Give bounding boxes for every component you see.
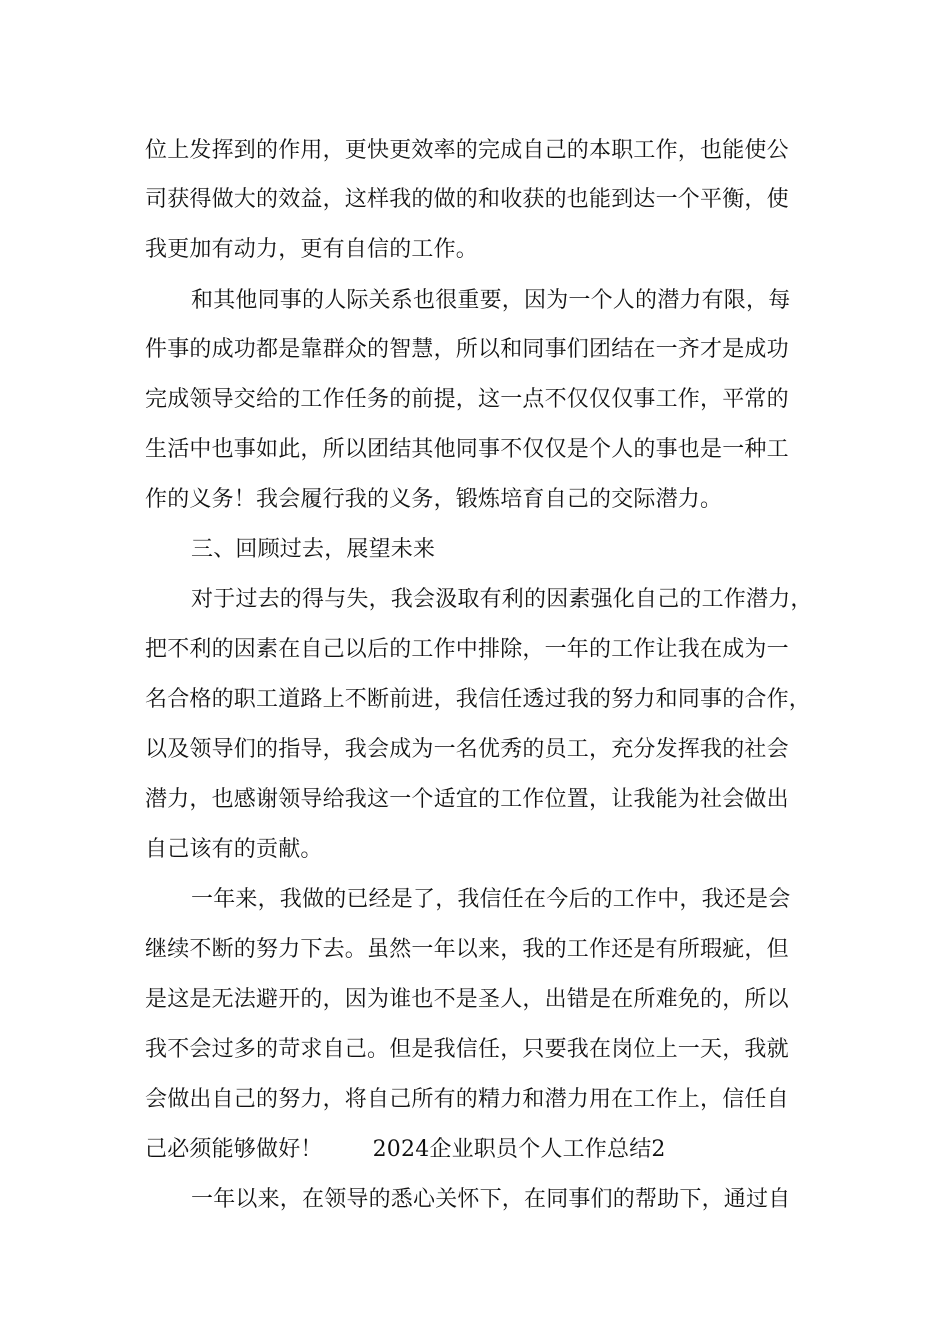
paragraph-line: 位上发挥到的作用，更快更效率的完成自己的本职工作，也能使公 [145,138,789,163]
paragraph-line: 我不会过多的苛求自己。但是我信任，只要我在岗位上一天，我就 [145,1037,789,1062]
paragraph-line: 会做出自己的努力，将自己所有的精力和潜力用在工作上，信任自 [145,1087,789,1112]
paragraph-line: 作的义务！我会履行我的义务，锻炼培育自己的交际潜力。 [145,487,723,512]
paragraph-line: 把不利的因素在自己以后的工作中排除，一年的工作让我在成为一 [145,637,789,662]
paragraph-line: 一年以来，在领导的悉心关怀下，在同事们的帮助下，通过自 [191,1187,791,1212]
paragraph-line-with-heading [145,1135,815,1165]
paragraph-line: 完成领导交给的工作任务的前提，这一点不仅仅仅事工作，平常的 [145,387,789,412]
document-title-2: 2024企业职员个人工作总结2 [372,1137,666,1162]
paragraph-line: 是这是无法避开的，因为谁也不是圣人，出错是在所难免的，所以 [145,987,789,1012]
paragraph-line: 一年来，我做的已经是了，我信任在今后的工作中，我还是会 [191,887,791,912]
paragraph-line: 司获得做大的效益，这样我的做的和收获的也能到达一个平衡，使 [145,187,789,212]
paragraph-line: 和其他同事的人际关系也很重要，因为一个人的潜力有限，每 [191,288,791,313]
section-heading: 三、回顾过去，展望未来 [191,537,436,562]
paragraph-line: 件事的成功都是靠群众的智慧，所以和同事们团结在一齐才是成功 [145,337,789,362]
paragraph-line: 以及领导们的指导，我会成为一名优秀的员工，充分发挥我的社会 [145,737,789,762]
paragraph-line: 我更加有动力，更有自信的工作。 [145,237,479,262]
paragraph-line: 潜力，也感谢领导给我这一个适宜的工作位置，让我能为社会做出 [145,787,789,812]
paragraph-line-end: 己必须能够做好！ [145,1137,323,1162]
paragraph-line: 继续不断的努力下去。虽然一年以来，我的工作还是有所瑕疵，但 [145,937,789,962]
paragraph-line: 对于过去的得与失，我会汲取有利的因素强化自己的工作潜力， [191,587,813,612]
paragraph-line: 自己该有的贡献。 [145,837,323,862]
paragraph-line: 名合格的职工道路上不断前进，我信任透过我的努力和同事的合作， [145,687,812,712]
paragraph-line: 生活中也事如此，所以团结其他同事不仅仅是个人的事也是一种工 [145,437,789,462]
